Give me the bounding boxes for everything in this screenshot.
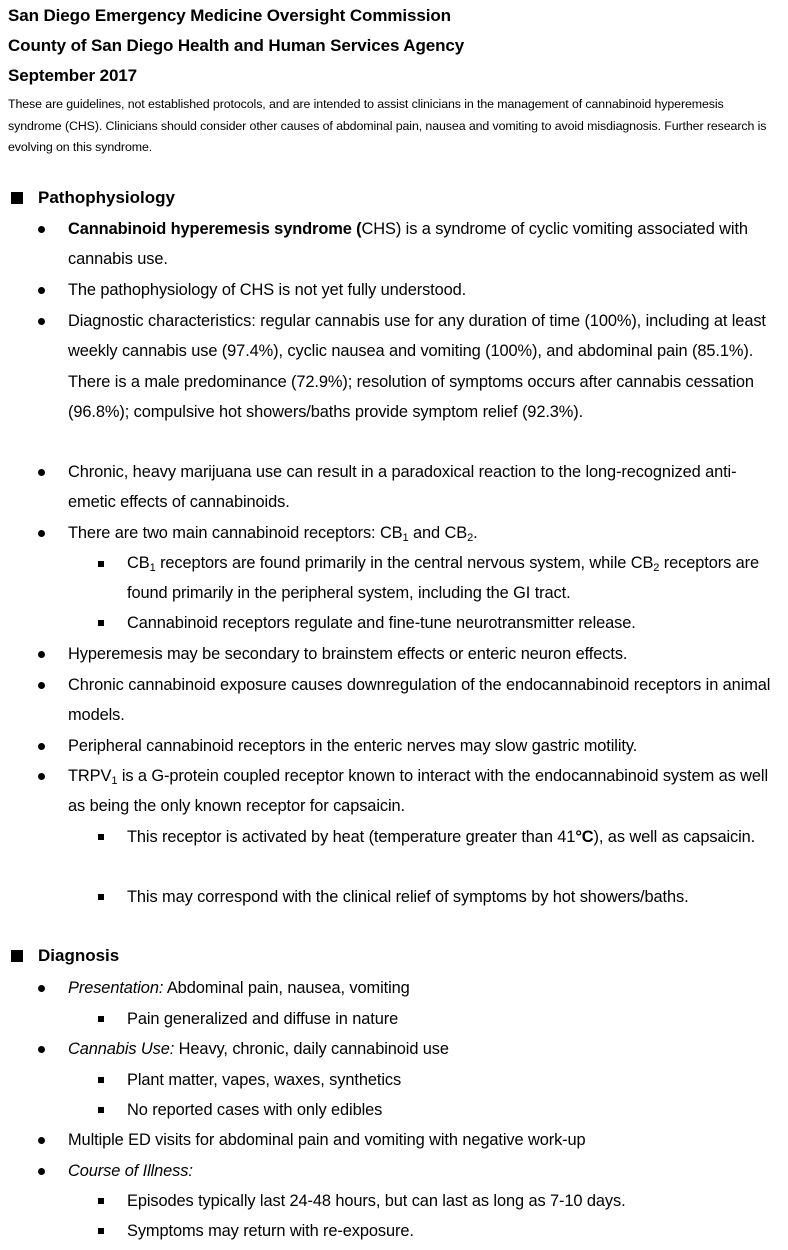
header-commission: San Diego Emergency Medicine Oversight Commission [8, 6, 451, 25]
list-item: Symptoms may return with re-exposure. [127, 1222, 414, 1240]
sub-bullet-square-icon [98, 834, 104, 840]
list-item: Cannabis Use: Heavy, chronic, daily cannabinoid use [68, 1040, 449, 1058]
list-item: Chronic, heavy marijuana use can result in a paradoxical reaction to the long-recognized anti-emetic effects of cannabinoids. [68, 463, 737, 512]
section-square-marker-icon [11, 192, 23, 204]
bullet-dot-icon [38, 1137, 45, 1144]
sub-bullet-square-icon [98, 1077, 104, 1083]
bullet-dot-icon [38, 985, 45, 992]
sub-bullet-square-icon [98, 1198, 104, 1204]
list-item: Peripheral cannabinoid receptors in the enteric nerves may slow gastric motility. [68, 737, 638, 755]
bullet-dot-icon [38, 226, 45, 233]
sub-bullet-square-icon [98, 620, 104, 626]
intro-paragraph: These are guidelines, not established protocols, and are intended to assist clinicians in the management of cannabinoid hyperemesis syndrome (CHS). Clinicians should consider other causes of abdominal pain, nausea and vomiting to avoid misdiagnosis. Further research is evolving on this syndrome. [8, 97, 767, 154]
bullet-dot-icon [38, 530, 45, 537]
section-title-pathophysiology: Pathophysiology [38, 188, 175, 207]
bullet-dot-icon [38, 1046, 45, 1053]
sub-bullet-square-icon [98, 1107, 104, 1113]
sub-bullet-square-icon [98, 894, 104, 900]
bullet-dot-icon [38, 743, 45, 750]
list-item: Course of Illness: [68, 1162, 193, 1180]
bullet-dot-icon [38, 1168, 45, 1175]
bullet-dot-icon [38, 682, 45, 689]
list-item: Diagnostic characteristics: regular cannabis use for any duration of time (100%), including at least weekly cannabis use (97.4%), cyclic nausea and vomiting (100%), and abdominal pain (85.1%). There is a male predominance (72.9%); resolution of symptoms occurs after cannabis cessation (96.8%); compulsive hot showers/baths provide symptom relief (92.3%). [68, 312, 766, 421]
sub-bullet-square-icon [98, 1228, 104, 1234]
term-chs: Cannabinoid hyperemesis syndrome ( [68, 220, 362, 238]
bullet-dot-icon [38, 318, 45, 325]
list-item: Cannabinoid receptors regulate and fine-tune neurotransmitter release. [127, 614, 636, 632]
list-item: The pathophysiology of CHS is not yet fully understood. [68, 281, 467, 299]
section-title-diagnosis: Diagnosis [38, 946, 120, 965]
section-square-marker-icon [11, 950, 23, 962]
list-item: Cannabinoid hyperemesis syndrome (CHS) is a syndrome of cyclic vomiting associated with cannabis use. [68, 220, 748, 269]
list-item: $CB_1$ receptors are found primarily in the central nervous system, while $CB_2$ receptors are found primarily in the peripheral system, including the GI tract. [127, 554, 760, 603]
sub-bullet-square-icon [98, 561, 104, 567]
list-item: This receptor is activated by heat (temperature greater than 41°C), as well as capsaicin. [127, 828, 756, 846]
list-item: $TRPV_1$ is a G-protein coupled receptor known to interact with the endocannabinoid system as well as being the only known receptor for capsaicin. [68, 767, 768, 816]
bullet-dot-icon [38, 773, 45, 780]
list-item: Presentation: Abdominal pain, nausea, vomiting [68, 979, 410, 997]
header-agency: County of San Diego Health and Human Services Agency [8, 36, 465, 55]
list-item: Pain generalized and diffuse in nature [127, 1010, 399, 1028]
list-item: Multiple ED visits for abdominal pain and vomiting with negative work-up [68, 1131, 586, 1149]
list-item: No reported cases with only edibles [127, 1101, 383, 1119]
list-item: There are two main cannabinoid receptors: $CB_1$ and $CB_2$. [68, 524, 478, 544]
list-item: Plant matter, vapes, waxes, synthetics [127, 1071, 402, 1089]
list-item: Hyperemesis may be secondary to brainstem effects or enteric neuron effects. [68, 645, 628, 663]
list-item: This may correspond with the clinical relief of symptoms by hot showers/baths. [127, 888, 689, 906]
bullet-dot-icon [38, 469, 45, 476]
bullet-dot-icon [38, 287, 45, 294]
header-date: September 2017 [8, 66, 138, 85]
sub-bullet-square-icon [98, 1016, 104, 1022]
list-item: Chronic cannabinoid exposure causes downregulation of the endocannabinoid receptors in animal models. [68, 676, 771, 725]
bullet-dot-icon [38, 651, 45, 658]
list-item: Episodes typically last 24-48 hours, but can last as long as 7-10 days. [127, 1192, 626, 1210]
